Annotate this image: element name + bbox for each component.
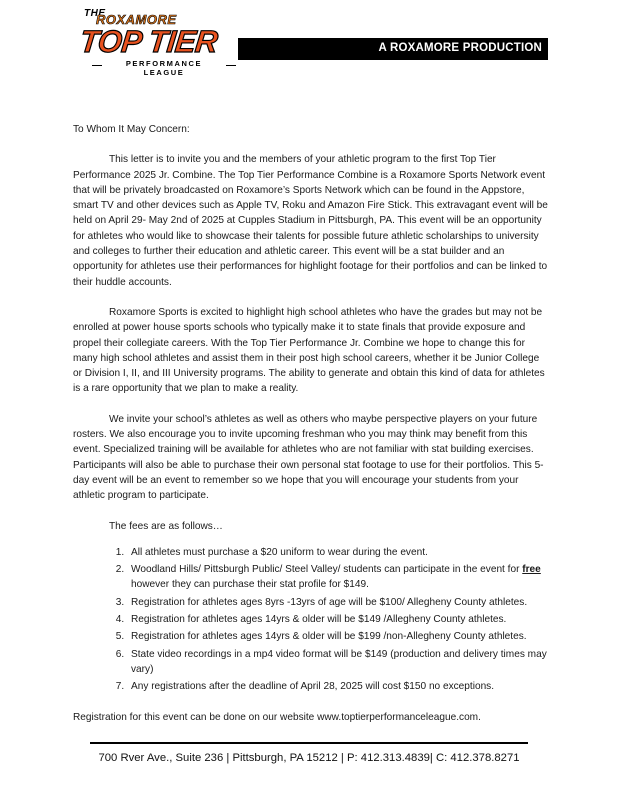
fee-item: 3. Registration for athletes ages 8yrs -13yrs of age will be $100/ Allegheny County athletes. bbox=[127, 595, 551, 610]
closing-registration: Registration for this event can be done on our website www.toptierperformanceleague.com. bbox=[73, 711, 481, 723]
fee-item: 5. Registration for athletes ages 14yrs & older will be $199 /non-Allegheny County athletes. bbox=[127, 629, 551, 644]
production-banner-text: A ROXAMORE PRODUCTION bbox=[378, 42, 542, 54]
logo-league-banner bbox=[92, 59, 236, 77]
salutation: To Whom It May Concern: bbox=[73, 124, 190, 135]
logo-toptier-text: TOP TIER bbox=[78, 24, 220, 59]
production-banner bbox=[238, 38, 548, 60]
logo-the-text: THE bbox=[84, 8, 106, 19]
footer-address: 700 Rver Ave., Suite 236 | Pittsburgh, PA 15212 | P: 412.313.4839| C: 412.378.8271 bbox=[98, 752, 520, 764]
fee-item: 7. Any registrations after the deadline of April 28, 2025 will cost $150 no exceptions. bbox=[127, 679, 551, 694]
paragraph-invite-athletes: We invite your school’s athletes as well as others who maybe perspective players on your future rosters. We also encourage you to invite upcoming freshman who you may think may benefit from this event. Specialized training will be available for athletes who are not familiar with stat building exercises. Participants will also be able to purchase their own personal stat footage to use for their portfolios. This 5-day event will be an event to remember so we hope that you will encourage your students from your athletic program to participate. bbox=[73, 413, 544, 502]
fee-item-text: however they can purchase their stat profile for $149. bbox=[131, 579, 369, 591]
fee-free-emphasis: free bbox=[522, 564, 541, 576]
letter-body bbox=[73, 122, 551, 725]
logo-league-text: PERFORMANCE LEAGUE bbox=[125, 59, 203, 77]
footer-divider bbox=[90, 742, 528, 744]
paragraph-roxamore-sports: Roxamore Sports is excited to highlight high school athletes who have the grades but may not be enrolled at power house sports schools who typically make it to state finals that provide exposure and propel their collegiate careers. With the Top Tier Performance Jr. Combine we hope to change this for many high school athletes and assist them in their post high school careers, whether it be Junior College or Division I, II, and III University programs. The ability to generate and obtain this kind of data for athletes is a rare opportunity that we plan to make a reality. bbox=[73, 306, 545, 395]
fee-item-text: Woodland Hills/ Pittsburgh Public/ Steel Valley/ students can participate in the event for bbox=[131, 564, 523, 576]
paragraph-invitation: This letter is to invite you and the members of your athletic program to the first Top Tier Performance 2025 Jr. Combine. The Top Tier Performance Combine is a Roxamore Sports Network event that will be privately broadcasted on Roxamore’s Sports Network which can be found in the Appstore, smart TV and other devices such as Apple TV, Roku and Amazon Fire Stick. This extravagant event will be held on April 29- May 2nd of 2025 at Cupples Stadium in Pittsburgh, PA. This event will be an opportunity for athletes who would like to showcase their talents for possible future athletic scholarships to university and colleges to further their education and athletic career. This event will be a stat builder and an opportunity for athletes use their performances for highlight footage for their portfolios and can be linked to their huddle accounts. bbox=[73, 154, 548, 288]
fee-item: 4. Registration for athletes ages 14yrs & older will be $149 /Allegheny County athletes. bbox=[127, 612, 551, 627]
league-logo bbox=[78, 8, 238, 77]
fees-list bbox=[73, 545, 551, 695]
logo-roxamore-text: ROXAMORE bbox=[96, 12, 177, 27]
fee-item: 6. State video recordings in a mp4 video format will be $149 (production and delivery times may vary) bbox=[127, 647, 551, 678]
fee-item bbox=[127, 562, 551, 593]
fee-item: 1. All athletes must purchase a $20 uniform to wear during the event. bbox=[127, 545, 551, 560]
fees-intro: The fees are as follows… bbox=[109, 520, 223, 532]
